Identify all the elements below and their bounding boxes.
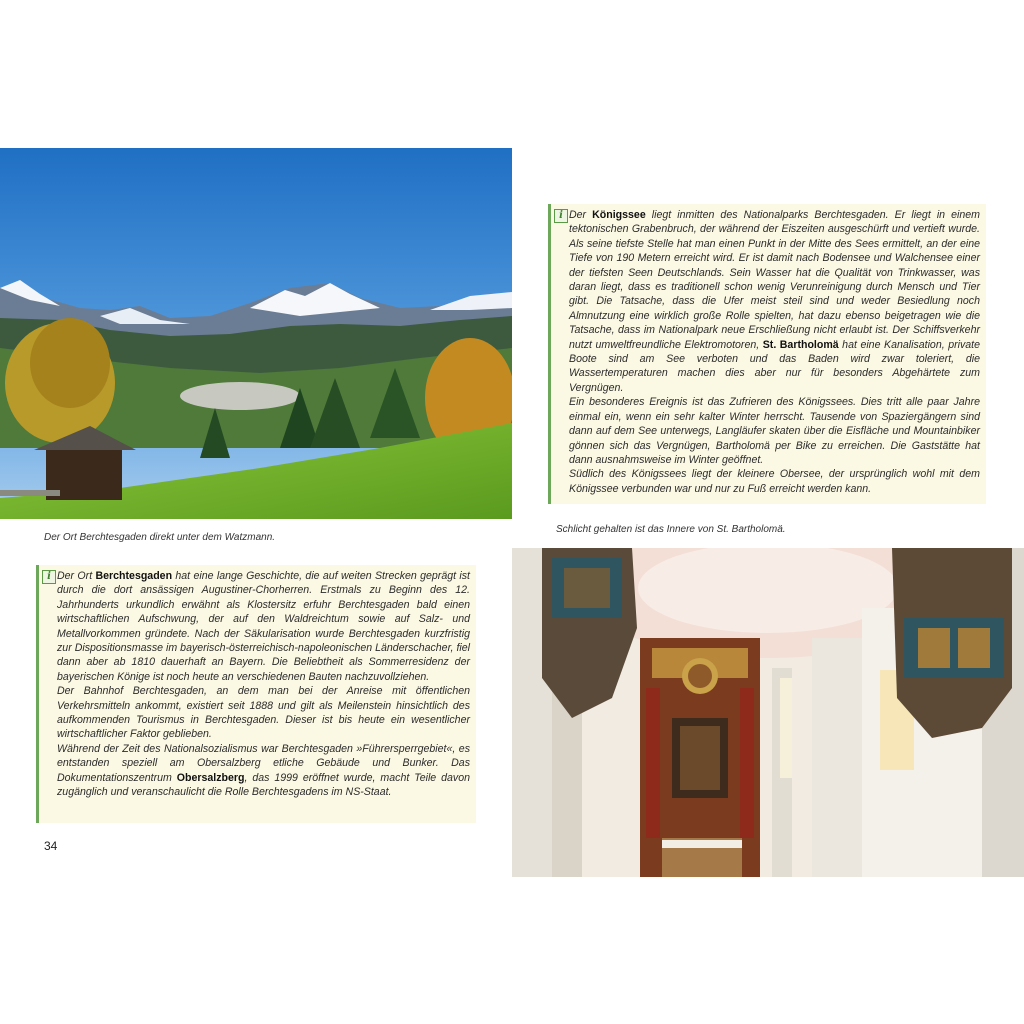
highlight-koenigssee: Königssee [592, 209, 646, 221]
info-icon: i [554, 209, 568, 223]
paragraph: Südlich des Königssees liegt der kleinere Obersee, der ursprünglich wohl mit dem Königssee verbunden war und nur zu Fuß erreicht werden kann. [569, 468, 980, 495]
caption-church-photo: Schlicht gehalten ist das Innere von St. Bartholomä. [556, 524, 786, 535]
page-number: 34 [44, 839, 58, 853]
paragraph: Der Königssee liegt inmitten des Nationalparks Berchtesgaden. Er liegt in einem tektonischen Grabenbruch, der während der Eiszeiten ausgeschürft und vertieft wurde. Als seine tiefste Stelle hat man einen Punkt in der Mitte des Sees ermittelt, an der eine Tiefe von 190 Metern erreicht wird. Er ist damit nach Bodensee und Walchensee einer der tiefsten Seen Deutschlands. Sein Wasser hat die Qualität von Trinkwasser, was daran liegt, dass es traditionell schon wenig Verunreinigung durch Mensch und Tier gibt. Die Tatsache, dass die Ufer meist steil sind und weder Besiedlung noch Almnutzung eine wirklich große Rolle spielten, hat dazu ebenso beigetragen wie die Tatsache, dass im Nationalpark neue Erschließung nicht erlaubt ist. Der Schiffsverkehr nutzt umweltfreundliche Elektromotoren, St. Bartholomä hat eine Kanalisation, private Boote sind am See verboten und das Baden wird zwar toleriert, die Wassertemperaturen machen dies aber nur für besonders Abgehärtete zum Vergnügen. [569, 209, 980, 394]
paragraph: Der Bahnhof Berchtesgaden, an dem man bei der Anreise mit öffentlichen Verkehrsmitteln ankommt, existiert seit 1888 und gilt als Meilenstein hinsichtlich des aufkommenden Tourismus in Berchtesgaden. Dieser ist bis heute ein wesentlicher wirtschaftlicher Faktor geblieben. [57, 685, 470, 741]
photo-berchtesgaden-watzmann [0, 148, 512, 519]
info-box-berchtesgaden [36, 565, 476, 823]
caption-mountain-photo: Der Ort Berchtesgaden direkt unter dem Watzmann. [44, 532, 276, 543]
paragraph: Ein besonderes Ereignis ist das Zufrieren des Königssees. Dies tritt alle paar Jahre einmal ein, wenn ein sehr kalter Winter herrscht. Tausende von Spaziergängern sind dann auf dem See unterwegs, Langläufer skaten über die Eisfläche und Mountainbiker gönnen sich das Vergnügen, Bartholomä per Bike zu erreichen. Die Gaststätte hat dann ausnahmsweise im Winter geöffnet. [569, 396, 980, 466]
photo-st-bartholomae-interior [512, 548, 1024, 877]
paragraph: Der Ort Berchtesgaden hat eine lange Geschichte, die auf weiten Strecken geprägt ist durch die dort ansässigen Augustiner-Chorherren. Erstmals zu Beginn des 12. Jahrhunderts urkundlich erwähnt als Klostersitz erfuhr Berchtesgaden bald einen wirtschaftlichen Aufschwung, der auf den Waldreichtum sowie auf Salz- und Metallvorkommen gründete. Nach der Säkularisation wurde Berchtesgaden kurzfristig zur Dispositionsmasse im bayerisch-österreichisch-napoleonischen Länderschacher, fiel dann aber ab 1810 dauerhaft an Bayern. Die Beliebtheit als Sommerresidenz der bayerischen Könige ist noch heute an verschiedenen Bauten nachzuvollziehen. [57, 570, 470, 683]
highlight-st-bartholomae: St. Bartholomä [762, 338, 839, 351]
highlight-berchtesgaden: Berchtesgaden [95, 570, 173, 582]
info-box-koenigssee [548, 204, 986, 504]
highlight-obersalzberg: Obersalzberg [176, 771, 245, 784]
info-icon: i [42, 570, 56, 584]
paragraph: Während der Zeit des Nationalsozialismus war Berchtesgaden »Führersperrgebiet«, es entstanden speziell am Obersalzberg etliche Gebäude und Bunker. Das Dokumentationszentrum Obersalzberg, das 1999 eröffnet wurde, macht Teile davon zugänglich und veranschaulicht die Rolle Berchtesgadens im NS-Staat. [57, 742, 470, 799]
